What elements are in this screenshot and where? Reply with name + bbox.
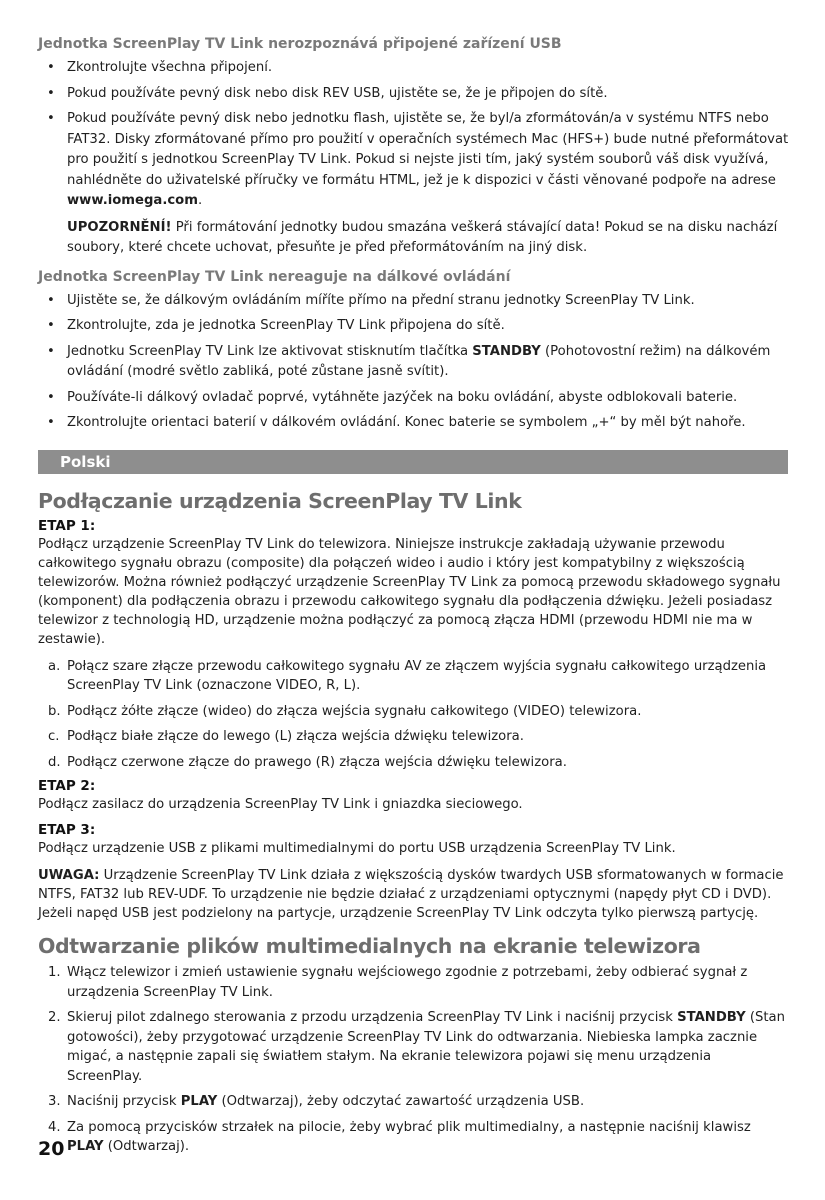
list-item: b. Podłącz żółte złącze (wideo) do złącza wejścia sygnału całkowitego (VIDEO) telewizora. — [48, 703, 642, 719]
list-item: d. Podłącz czerwone złącze do prawego (R) złącza wejścia dźwięku telewizora. — [48, 754, 567, 770]
section-title-playback: Odtwarzanie plików multimedialnych na ekranie telewizora — [38, 934, 701, 958]
list-item: • Ujistěte se, že dálkovým ovládáním míříte přímo na přední stranu jednotky ScreenPlay TV Link. — [47, 292, 695, 308]
page-number: 20 — [38, 1138, 65, 1160]
list-item: • Pokud používáte pevný disk nebo jednotku flash, ujistěte se, že byl/a zformátován/a v systému NTFS nebo FAT32. Disky zformátované přímo pro použití v operačních systémech Mac (HFS+) bude nutné přeformátovat pro použití s jednotkou ScreenPlay TV Link. Pokud si nejste jisti tím, jaký systém souborů váš disk využívá, nahlédněte do uživatelské příručky ve formátu HTML, jež je k dispozici v části věnované podpoře na adrese www.iomega.com. — [47, 111, 789, 208]
list-item: • Jednotku ScreenPlay TV Link lze aktivovat stisknutím tlačítka STANDBY (Pohotovostní režim) na dálkovém ovládání (modré světlo zabliká, poté zůstane jasně svítit). — [47, 343, 771, 379]
list-item: c. Podłącz białe złącze do lewego (L) złącza wejścia dźwięku telewizora. — [48, 729, 524, 744]
usb-note: UWAGA: Urządzenie ScreenPlay TV Link działa z większością dysków twardych USB sformatowanych w formacie NTFS, FAT32 lub REV-UDF. To urządzenie nie będzie działać z urządzeniami optycznymi (napędy płyt CD i DVD). Jeżeli napęd USB jest podzielony na partycje, urządzenie ScreenPlay TV Link odczyta tylko pierwszą partycję. — [38, 868, 784, 921]
step2-text: Podłącz zasilacz do urządzenia ScreenPlay TV Link i gniazdka sieciowego. — [38, 797, 523, 812]
note-label: UWAGA: — [38, 868, 100, 883]
iomega-link[interactable]: www.iomega.com — [67, 193, 198, 208]
step3-text: Podłącz urządzenie USB z plikami multimedialnymi do portu USB urządzenia ScreenPlay TV Link. — [38, 841, 676, 856]
heading-usb-not-recognized: Jednotka ScreenPlay TV Link nerozpoznává připojené zařízení USB — [38, 36, 562, 52]
step2-label: ETAP 2: — [38, 778, 96, 794]
list-item: • Zkontrolujte orientaci baterií v dálkovém ovládání. Konec baterie se symbolem „+“ by měl být nahoře. — [47, 415, 746, 430]
heading-remote-not-responding: Jednotka ScreenPlay TV Link nereaguje na dálkové ovládání — [38, 268, 511, 285]
list-item: 3. Naciśnij przycisk PLAY (Odtwarzaj), żeby odczytać zawartość urządzenia USB. — [48, 1094, 585, 1109]
list-playback-steps — [38, 963, 790, 1157]
list-item: 4. Za pomocą przycisków strzałek na pilocie, żeby wybrać plik multimedialny, a następnie naciśnij klawisz PLAY (Odtwarzaj). — [48, 1119, 751, 1154]
list-remote-troubleshooting — [38, 291, 790, 434]
list-item: • Zkontrolujte všechna připojení. — [47, 60, 273, 75]
step1-text: Podłącz urządzenie ScreenPlay TV Link do telewizora. Niniejsze instrukcje zakładają używanie przewodu całkowitego sygnału obrazu (composite) dla połączeń wideo i audio i który jest kompatybilny z większością telewizorów. Można również podłączyć urządzenie ScreenPlay TV Link za pomocą przewodu składowego sygnału (komponent) dla podłączenia obrazu i przewodu całkowitego sygnału dla podłączenia dźwięku. Jeżeli posiadasz telewizor z technologią HD, urządzenie można podłączyć za pomocą złącza HDMI (przewodu HDMI nie ma w zestawie). — [38, 536, 781, 647]
section-title-connecting: Podłączanie urządzenia ScreenPlay TV Link — [38, 488, 522, 513]
list-usb-troubleshooting — [38, 58, 790, 212]
list-item: a. Połącz szare złącze przewodu całkowitego sygnału AV ze złączem wyjścia sygnału całkowitego urządzenia ScreenPlay TV Link (oznaczone VIDEO, R, L). — [48, 658, 767, 693]
list-item: • Zkontrolujte, zda je jednotka ScreenPlay TV Link připojena do sítě. — [47, 318, 505, 333]
step1-label: ETAP 1: — [38, 517, 96, 534]
list-connection-steps — [38, 657, 790, 773]
warning-label: UPOZORNĚNÍ! — [67, 219, 172, 235]
list-item: • Používáte-li dálkový ovladač poprvé, vytáhněte jazýček na boku ovládání, abyste odblokovali baterie. — [47, 389, 738, 405]
page-content — [38, 34, 790, 1163]
warning-note: UPOZORNĚNÍ! Při formátování jednotky budou smazána veškerá stávající data! Pokud se na disku nachází soubory, které chcete uchovat, přesuňte je před přeformátováním na jiný disk. — [67, 219, 778, 255]
language-band-polski: Polski — [38, 450, 788, 474]
list-item: 1. Włącz telewizor i zmień ustawienie sygnału wejściowego zgodnie z potrzebami, żeby odbierać sygnał z urządzenia ScreenPlay TV Link. — [48, 965, 748, 1000]
step3-label: ETAP 3: — [38, 822, 96, 838]
list-item: • Pokud používáte pevný disk nebo disk REV USB, ujistěte se, že je připojen do sítě. — [47, 85, 608, 101]
list-item: 2. Skieruj pilot zdalnego sterowania z przodu urządzenia ScreenPlay TV Link i naciśnij przycisk STANDBY (Stan gotowości), żeby przygotować urządzenie ScreenPlay TV Link do odtwarzania. Niebieska lampka zacznie migać, a następnie zapali się światłem stałym. Na ekranie telewizora pojawi się menu urządzenia ScreenPlay. — [48, 1010, 785, 1084]
